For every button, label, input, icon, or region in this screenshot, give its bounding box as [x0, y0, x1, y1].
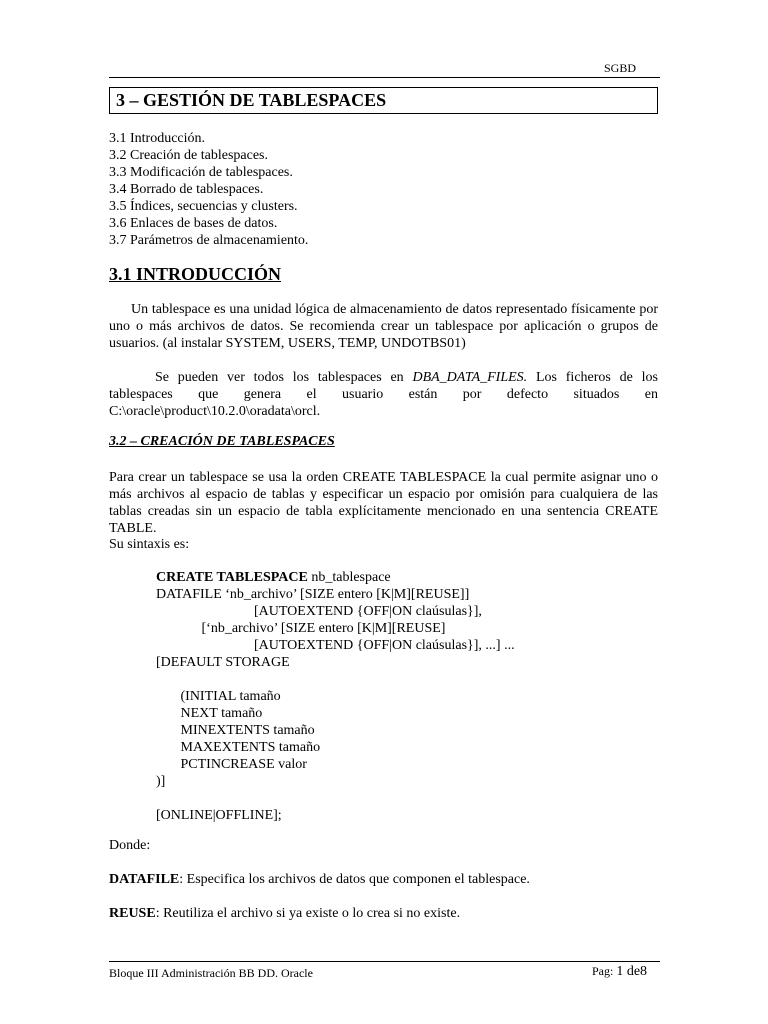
- syntax-line: [156, 671, 515, 688]
- toc-item: 3.2 Creación de tablespaces.: [109, 148, 268, 163]
- donde-label: Donde:: [109, 838, 151, 853]
- definition-term: REUSE: [109, 906, 156, 921]
- intro-p2-text: Se pueden ver todos los tablespaces en: [155, 370, 413, 385]
- chapter-title: 3 – GESTIÓN DE TABLESPACES: [109, 87, 658, 114]
- toc-item: 3.1 Introducción.: [109, 131, 206, 146]
- page-number: [592, 964, 647, 980]
- intro-p2-emphasis: DBA_DATA_FILES.: [412, 370, 528, 385]
- definition-reuse: [109, 906, 460, 922]
- footer-title: Bloque III Administración BB DD. Oracle: [109, 966, 313, 980]
- syntax-line: NEXT tamaño: [156, 706, 263, 721]
- section-heading-introduccion: 3.1 INTRODUCCIÓN: [109, 264, 282, 284]
- definition-datafile: [109, 872, 530, 888]
- syntax-line: (INITIAL tamaño: [156, 689, 281, 704]
- intro-p2-rest: Los ficheros de los tablespaces que genera el usuario están por defecto situados en C:\oracle\product\10.2.0\oradata\orcl.: [109, 370, 658, 419]
- intro-paragraph-1: Un tablespace es una unidad lógica de almacenamiento de datos representado físicamente por uno o más archivos de datos. Se recomienda crear un tablespace por aplicación o grupos de usuarios. (al instalar SYSTEM, USERS, TEMP, UNDOTBS01): [109, 302, 658, 351]
- sintaxis-label: Su sintaxis es:: [109, 537, 190, 552]
- header-rule: [109, 77, 660, 78]
- syntax-block: [156, 569, 515, 824]
- toc-item: 3.7 Parámetros de almacenamiento.: [109, 233, 309, 248]
- footer-rule: [109, 961, 660, 962]
- syntax-line: [AUTOEXTEND {OFF|ON claúsulas}], ...] ...: [156, 638, 515, 653]
- definition-text: : Especifica los archivos de datos que componen el tablespace.: [179, 872, 530, 887]
- syntax-line: )]: [156, 774, 166, 789]
- section-heading-creacion: 3.2 – CREACIÓN DE TABLESPACES: [109, 434, 335, 449]
- page-count: 1 de8: [616, 964, 648, 979]
- syntax-line: [DEFAULT STORAGE: [156, 655, 290, 670]
- syntax-keyword: CREATE TABLESPACE: [156, 570, 308, 585]
- syntax-line: [156, 569, 515, 586]
- definition-term: DATAFILE: [109, 872, 180, 887]
- page-label: Pag:: [592, 964, 614, 978]
- syntax-line: MINEXTENTS tamaño: [156, 723, 315, 738]
- syntax-line: [‘nb_archivo’ [SIZE entero [K|M][REUSE]: [156, 621, 446, 636]
- syntax-line: DATAFILE ‘nb_archivo’ [SIZE entero [K|M][REUSE]]: [156, 587, 470, 602]
- creacion-paragraph: Para crear un tablespace se usa la orden CREATE TABLESPACE la cual permite asignar uno o más archivos al espacio de tablas y especificar un espacio por omisión para cualquiera de las tablas creadas sin un espacio de tabla explícitamente mencionado en una sentencia CREATE TABLE.: [109, 470, 658, 536]
- syntax-line: MAXEXTENTS tamaño: [156, 740, 321, 755]
- toc-item: 3.3 Modificación de tablespaces.: [109, 165, 293, 180]
- syntax-line: PCTINCREASE valor: [156, 757, 307, 772]
- definition-text: : Reutiliza el archivo si ya existe o lo crea si no existe.: [155, 906, 461, 921]
- syntax-line: [156, 790, 515, 807]
- syntax-line: [AUTOEXTEND {OFF|ON claúsulas}],: [156, 604, 482, 619]
- table-of-contents: [109, 130, 308, 249]
- toc-item: 3.6 Enlaces de bases de datos.: [109, 216, 278, 231]
- syntax-line: [ONLINE|OFFLINE];: [156, 808, 282, 823]
- syntax-text: nb_tablespace: [307, 570, 391, 585]
- toc-item: 3.5 Índices, secuencias y clusters.: [109, 199, 298, 214]
- header-label: SGBD: [604, 61, 637, 75]
- intro-paragraph-2: [109, 369, 658, 420]
- toc-item: 3.4 Borrado de tablespaces.: [109, 182, 264, 197]
